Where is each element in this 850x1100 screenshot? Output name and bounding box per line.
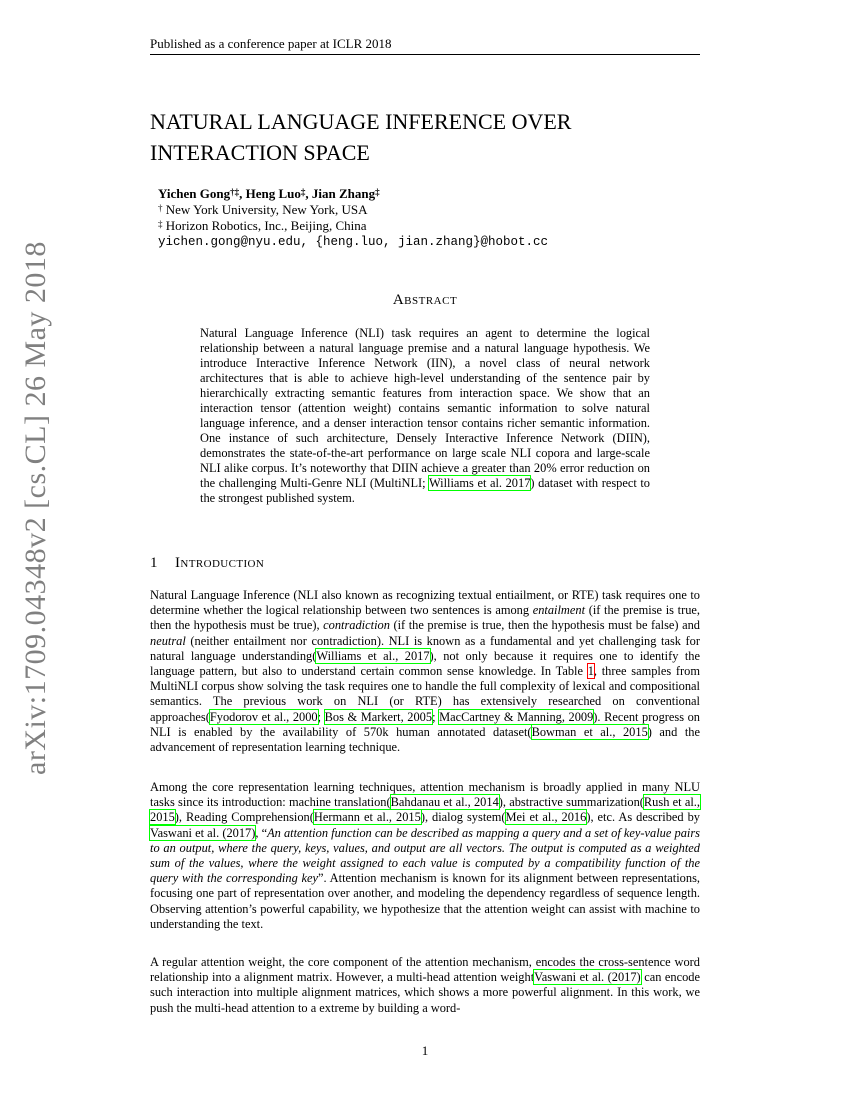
intro-paragraph-2: Among the core representation learning techniques, attention mechanism is broadly applied in many NLU tasks since its introduction: machine translation(Bahdanau et al., 2014), abstractive summarization(Rush et al., 2015), Reading Comprehension(Hermann et al., 2015), dialog system(Mei et al., 2016), etc. As described by Vaswani et al. (2017), “An attention function can be described as mapping a query and a set of key-value pairs to an output, where the query, keys, values, and output are all vectors. The output is computed as a weighted sum of the values, where the weight assigned to each value is computed by a compatibility function of the query with the corresponding key”. Attention mechanism is known for its alignment between representations, focusing one part of representation over another, and modeling the dependency regardless of sequence length. Observing attention’s powerful capability, we hypothesize that the attention weight can assist with machine to understanding the text. — [150, 780, 700, 931]
abstract-heading: Abstract — [392, 292, 458, 308]
author-emails: yichen.gong@nyu.edu, {heng.luo, jian.zhang}@hobot.cc — [158, 235, 549, 249]
citation-link[interactable]: MacCartney & Manning, 2009 — [439, 709, 594, 724]
arxiv-stamp: arXiv:1709.04348v2 [cs.CL] 26 May 2018 — [19, 241, 52, 775]
citation-link[interactable]: Williams et al. 2017 — [428, 476, 531, 490]
page-number: 1 — [421, 1043, 429, 1058]
citation-link[interactable]: Vaswani et al. (2017) — [150, 825, 256, 840]
intro-paragraph-1: Natural Language Inference (NLI also known as recognizing textual entiailment, or RTE) task requires one to determine whether the logical relationship between two sentences is among entailment (if the premise is true, then the hypothesis must be true), contradiction (if the premise is true, then the hypothesis must be false) and neutral (neither entailment nor contradiction). NLI is known as a fundamental and yet challenging task for natural language understanding(Williams et al., 2017), not only because it requires one to identify the language pattern, but also to understand certain common sense knowledge. In Table 1, three samples from MultiNLI corpus show solving the task requires one to handle the full complexity of lexical and compositional semantics. The previous work on NLI (or RTE) has extensively researched on conventional approaches(Fyodorov et al., 2000; Bos & Markert, 2005; MacCartney & Manning, 2009). Recent progress on NLI is enabled by the availability of 570k human annotated dataset(Bowman et al., 2015) and the advancement of representation learning technique. — [150, 588, 701, 755]
affiliation-2: ‡ Horizon Robotics, Inc., Beijing, China — [158, 218, 367, 233]
section-heading-introduction: 1 Introduction — [150, 555, 265, 571]
citation-link[interactable]: Hermann et al., 2015 — [313, 810, 421, 825]
citation-link[interactable]: Williams et al., 2017 — [316, 648, 430, 663]
intro-paragraph-3: A regular attention weight, the core component of the attention mechanism, encodes the cross-sentence word relationship into a alignment matrix. However, a multi-head attention weightVaswani et al. (2017) can encode such interaction into multiple alignment matrices, which shows a more powerful alignment. In this work, we push the multi-head attention to a extreme by building a word- — [150, 955, 700, 1015]
citation-link[interactable]: Bahdanau et al., 2014 — [390, 795, 499, 810]
author-names: Yichen Gong†‡, Heng Luo‡, Jian Zhang‡ — [158, 186, 380, 201]
citation-link[interactable]: Mei et al., 2016 — [505, 810, 587, 825]
title-line-1: NATURAL LANGUAGE INFERENCE OVER — [150, 109, 572, 134]
citation-link[interactable]: Rush et al., 2015 — [150, 795, 700, 825]
citation-link[interactable]: Bos & Markert, 2005 — [324, 709, 433, 724]
paper-title — [150, 106, 710, 168]
table-ref-link[interactable]: 1 — [587, 664, 594, 679]
citation-link[interactable]: Fyodorov et al., 2000 — [209, 709, 318, 724]
citation-link[interactable]: Vaswani et al. (2017) — [534, 970, 641, 985]
header-rule — [150, 54, 700, 55]
title-line-2: INTERACTION SPACE — [150, 140, 370, 165]
author-block — [158, 186, 678, 250]
running-header: Published as a conference paper at ICLR 2018 — [150, 36, 392, 51]
abstract-body: Natural Language Inference (NLI) task requires an agent to determine the logical relationship between a natural language premise and a natural language hypothesis. We introduce Interactive Inference Network (IIN), a novel class of neural network architectures that is able to achieve high-level understanding of the sentence pair by hierarchically extracting semantic features from interaction space. We show that an interaction tensor (attention weight) contains semantic information to solve natural language inference, and a denser interaction tensor contains richer semantic information. One instance of such architecture, Densely Interactive Inference Network (DIIN), demonstrates the state-of-the-art performance on large scale NLI copora and large-scale NLI alike corpus. It’s noteworthy that DIIN achieve a greater than 20% error reduction on the challenging Multi-Genre NLI (MultiNLI; Williams et al. 2017) dataset with respect to the strongest published system. — [200, 326, 650, 505]
affiliation-1: † New York University, New York, USA — [158, 202, 368, 217]
citation-link[interactable]: Bowman et al., 2015 — [531, 724, 648, 739]
